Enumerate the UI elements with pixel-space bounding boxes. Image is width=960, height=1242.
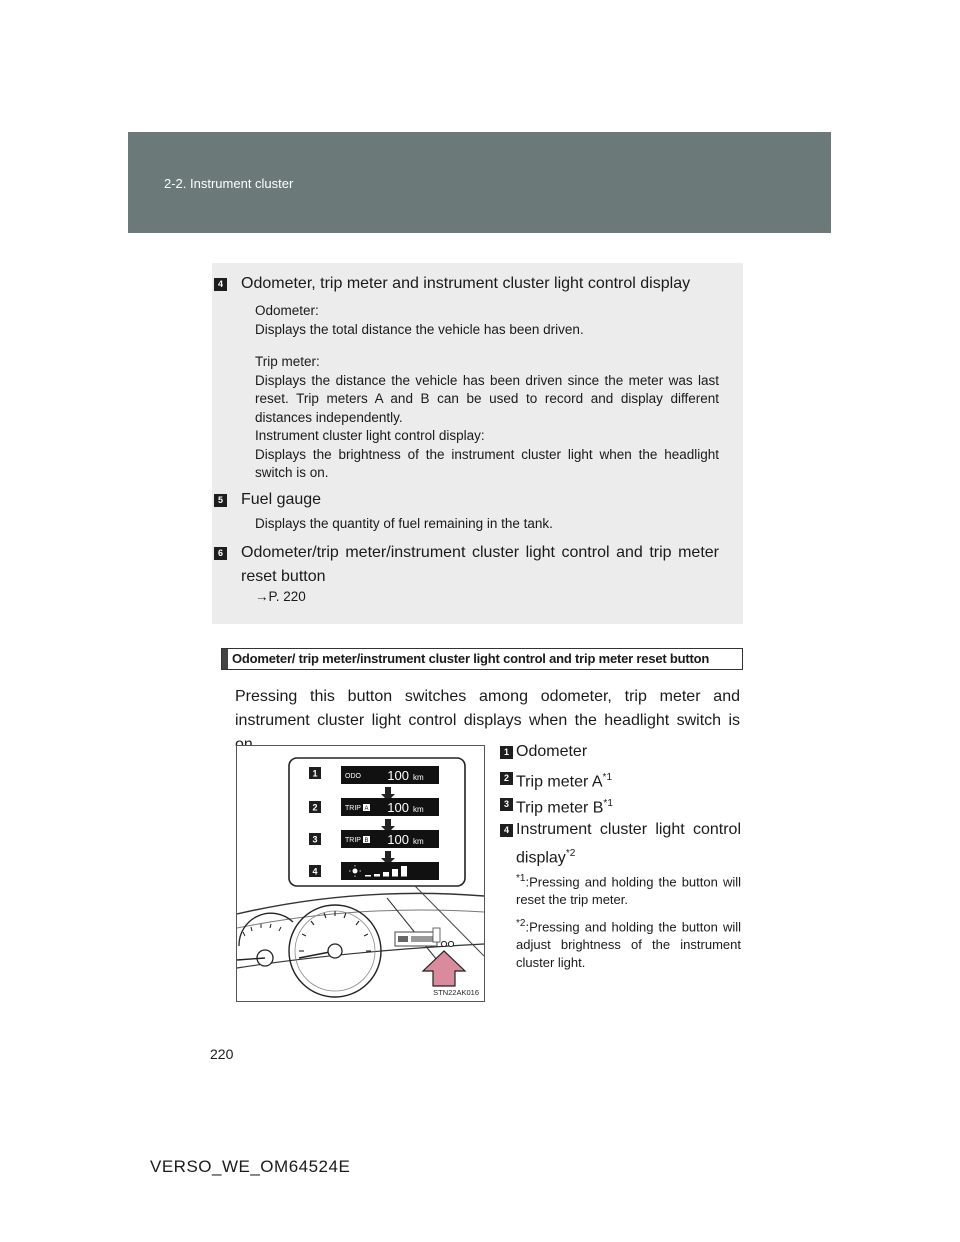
item-title: Odometer/trip meter/instrument cluster light control and trip meter reset button bbox=[241, 544, 719, 585]
figure-badge-1 bbox=[309, 767, 321, 779]
figure-code: STN22AK016 bbox=[433, 988, 479, 997]
sun-icon bbox=[353, 869, 358, 874]
item-5-heading bbox=[217, 488, 322, 512]
svg-text:ODO: ODO bbox=[345, 773, 361, 780]
svg-text:100: 100 bbox=[387, 768, 409, 783]
speedometer bbox=[289, 905, 381, 997]
list-item-2 bbox=[503, 766, 612, 794]
number-badge: 2 bbox=[500, 772, 513, 785]
light-control-desc bbox=[255, 427, 719, 483]
pointer-arrow-icon bbox=[423, 951, 465, 986]
footnote-text: :Pressing and holding the button will reset the trip meter. bbox=[516, 874, 741, 908]
svg-text:km: km bbox=[413, 773, 424, 782]
page-reference: →P. 220 bbox=[255, 589, 306, 604]
number-badge: 4 bbox=[500, 824, 513, 837]
figure-badge-3 bbox=[309, 833, 321, 845]
footnote-mark: *2 bbox=[565, 848, 576, 859]
trip-a-display bbox=[341, 798, 439, 816]
svg-text:3: 3 bbox=[312, 834, 318, 845]
document-code: VERSO_WE_OM64524E bbox=[150, 1157, 351, 1176]
footnote-2 bbox=[516, 915, 741, 972]
list-item-1 bbox=[503, 740, 588, 764]
odometer-display bbox=[341, 766, 439, 784]
trip-b-display bbox=[341, 830, 439, 848]
chapter-title: 2-2. Instrument cluster bbox=[164, 176, 294, 191]
footnote-1 bbox=[516, 870, 741, 909]
list-item-text: Trip meter A bbox=[516, 773, 603, 791]
figure-badge-2 bbox=[309, 801, 321, 813]
trip-meter-desc bbox=[255, 353, 719, 427]
section-title: Odometer/ trip meter/instrument cluster light control and trip meter reset button bbox=[232, 651, 710, 666]
list-item-4 bbox=[503, 818, 741, 870]
fuel-gauge-desc: Displays the quantity of fuel remaining in the tank. bbox=[255, 516, 553, 531]
list-item-3 bbox=[503, 792, 613, 820]
item-6-heading bbox=[217, 541, 719, 589]
item-title: Fuel gauge bbox=[241, 491, 322, 508]
desc-text: Displays the distance the vehicle has been driven since the meter was last reset. Trip meters A and B can be used to record and display different distances independently. bbox=[255, 372, 719, 425]
desc-text: Displays the total distance the vehicle has been driven. bbox=[255, 321, 584, 337]
number-badge: 1 bbox=[500, 746, 513, 759]
number-badge: 4 bbox=[214, 278, 227, 291]
list-item-text: Trip meter B bbox=[516, 799, 604, 817]
figure-badge-4 bbox=[309, 865, 321, 877]
svg-text:km: km bbox=[413, 805, 424, 814]
brightness-display bbox=[341, 862, 439, 880]
instrument-cluster-figure bbox=[236, 745, 485, 1002]
svg-text:B: B bbox=[364, 838, 369, 844]
section-paragraph: Pressing this button switches among odometer, trip meter and instrument cluster light control displays when the headlight switch is bbox=[235, 688, 740, 729]
svg-text:km: km bbox=[413, 837, 424, 846]
svg-text:TRIP: TRIP bbox=[345, 805, 361, 812]
info-box bbox=[212, 263, 743, 624]
svg-text:4: 4 bbox=[312, 866, 318, 877]
footnote-mark: *1 bbox=[602, 772, 612, 783]
svg-text:100: 100 bbox=[387, 832, 409, 847]
svg-text:A: A bbox=[364, 806, 369, 812]
odometer-desc bbox=[255, 302, 719, 339]
list-item-text: Odometer bbox=[516, 743, 588, 760]
left-gauge bbox=[237, 913, 293, 966]
svg-text:100: 100 bbox=[387, 800, 409, 815]
desc-label: Instrument cluster light control display: bbox=[255, 428, 485, 443]
number-badge: 3 bbox=[500, 798, 513, 811]
chapter-header bbox=[128, 132, 831, 233]
desc-label: Trip meter: bbox=[255, 354, 320, 369]
svg-text:1: 1 bbox=[312, 768, 318, 779]
footnote-mark: *1 bbox=[516, 873, 526, 884]
odometer-button-area bbox=[395, 928, 454, 947]
section-accent bbox=[222, 649, 228, 669]
footnote-mark: *2 bbox=[516, 918, 526, 929]
footnote-text: :Pressing and holding the button will adjust brightness of the instrument cluster light. bbox=[516, 919, 741, 971]
svg-text:2: 2 bbox=[312, 802, 318, 813]
item-title: Odometer, trip meter and instrument cluster light control display bbox=[241, 275, 691, 292]
footnote-mark: *1 bbox=[603, 798, 613, 809]
desc-text: Displays the brightness of the instrument cluster light when the headlight switch is on. bbox=[255, 446, 719, 480]
cluster-illustration bbox=[237, 746, 484, 1001]
item-4-heading bbox=[217, 272, 691, 296]
desc-label: Odometer: bbox=[255, 303, 319, 318]
number-badge: 6 bbox=[214, 547, 227, 560]
svg-text:TRIP: TRIP bbox=[345, 837, 361, 844]
section-heading bbox=[221, 648, 743, 670]
number-badge: 5 bbox=[214, 494, 227, 507]
page-number: 220 bbox=[210, 1046, 234, 1062]
list-item-text: Instrument cluster light control display bbox=[516, 821, 741, 867]
